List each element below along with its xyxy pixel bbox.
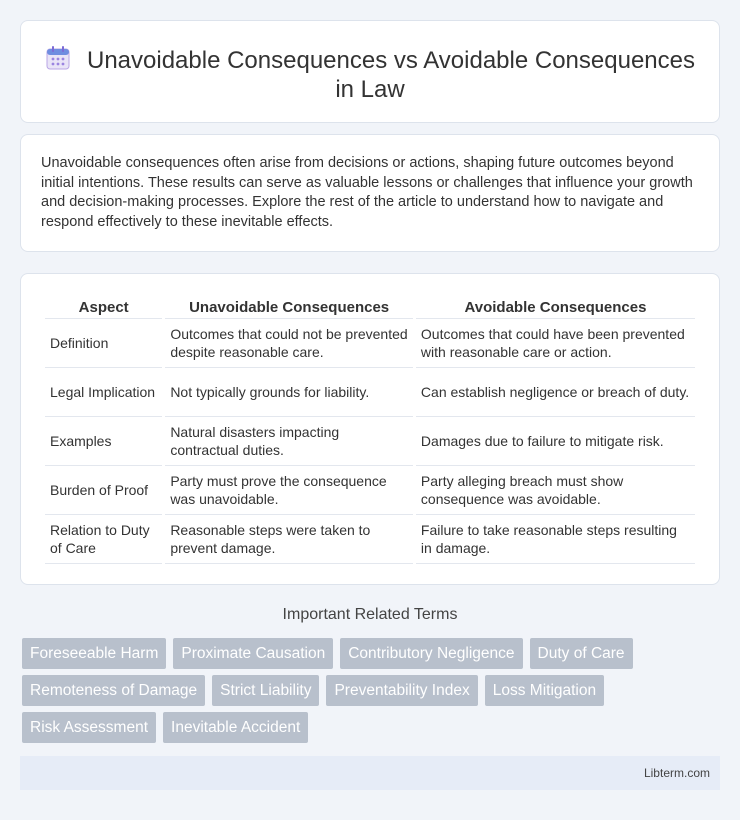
cell-aspect: Burden of Proof: [45, 466, 162, 515]
tag-remoteness-of-damage[interactable]: Remoteness of Damage: [22, 675, 205, 706]
intro-paragraph: Unavoidable consequences often arise from decisions or actions, shaping future outcomes beyond initial intentions. These results can serve as valuable lessons or challenges that influence your growth and decision-making processes. Explore the rest of the article to understand how to navigate and respond effectively to these inevitable effects.: [41, 155, 693, 230]
tag-preventability-index[interactable]: Preventability Index: [326, 675, 477, 706]
cell-unavoidable: Party must prove the consequence was unavoidable.: [165, 466, 413, 515]
tag-row: [22, 712, 722, 743]
cell-unavoidable: Not typically grounds for liability.: [165, 368, 413, 417]
table-row: [45, 368, 695, 417]
tag-foreseeable-harm[interactable]: Foreseeable Harm: [22, 638, 166, 669]
table-header-row: [45, 294, 695, 319]
cell-avoidable: Can establish negligence or breach of duty.: [416, 368, 695, 417]
table-row: [45, 515, 695, 564]
tag-loss-mitigation[interactable]: Loss Mitigation: [485, 675, 604, 706]
cell-avoidable: Damages due to failure to mitigate risk.: [416, 417, 695, 466]
related-terms-title: Important Related Terms: [282, 606, 458, 623]
header-unavoidable: Unavoidable Consequences: [165, 294, 413, 319]
table-row: [45, 466, 695, 515]
cell-unavoidable: Natural disasters impacting contractual duties.: [165, 417, 413, 466]
table-row: [45, 417, 695, 466]
related-terms-tags: [22, 638, 722, 749]
cell-aspect: Examples: [45, 417, 162, 466]
tag-strict-liability[interactable]: Strict Liability: [212, 675, 319, 706]
cell-avoidable: Party alleging breach must show consequence was avoidable.: [416, 466, 695, 515]
tag-risk-assessment[interactable]: Risk Assessment: [22, 712, 156, 743]
tag-contributory-negligence[interactable]: Contributory Negligence: [340, 638, 522, 669]
cell-unavoidable: Reasonable steps were taken to prevent damage.: [165, 515, 413, 564]
tag-duty-of-care[interactable]: Duty of Care: [530, 638, 633, 669]
calendar-icon: [45, 45, 71, 71]
footer-site-link[interactable]: Libterm.com: [643, 766, 710, 780]
intro-card: [20, 134, 720, 252]
cell-avoidable: Failure to take reasonable steps resulting in damage.: [416, 515, 695, 564]
comparison-table: [42, 294, 698, 564]
comparison-table-card: [20, 273, 720, 585]
footer-bar: [20, 756, 720, 790]
table-row: [45, 319, 695, 368]
tag-row: [22, 675, 722, 706]
header-card: [20, 20, 720, 123]
cell-avoidable: Outcomes that could have been prevented with reasonable care or action.: [416, 319, 695, 368]
cell-aspect: Legal Implication: [45, 368, 162, 417]
cell-aspect: Definition: [45, 319, 162, 368]
cell-aspect: Relation to Duty of Care: [45, 515, 162, 564]
tag-row: [22, 638, 722, 669]
tag-inevitable-accident[interactable]: Inevitable Accident: [163, 712, 308, 743]
cell-unavoidable: Outcomes that could not be prevented despite reasonable care.: [165, 319, 413, 368]
header-aspect: Aspect: [45, 294, 162, 319]
header-avoidable: Avoidable Consequences: [416, 294, 695, 319]
page-title: Unavoidable Consequences vs Avoidable Consequences in Law: [87, 47, 695, 103]
tag-proximate-causation[interactable]: Proximate Causation: [173, 638, 333, 669]
page-title-row: [21, 45, 719, 104]
